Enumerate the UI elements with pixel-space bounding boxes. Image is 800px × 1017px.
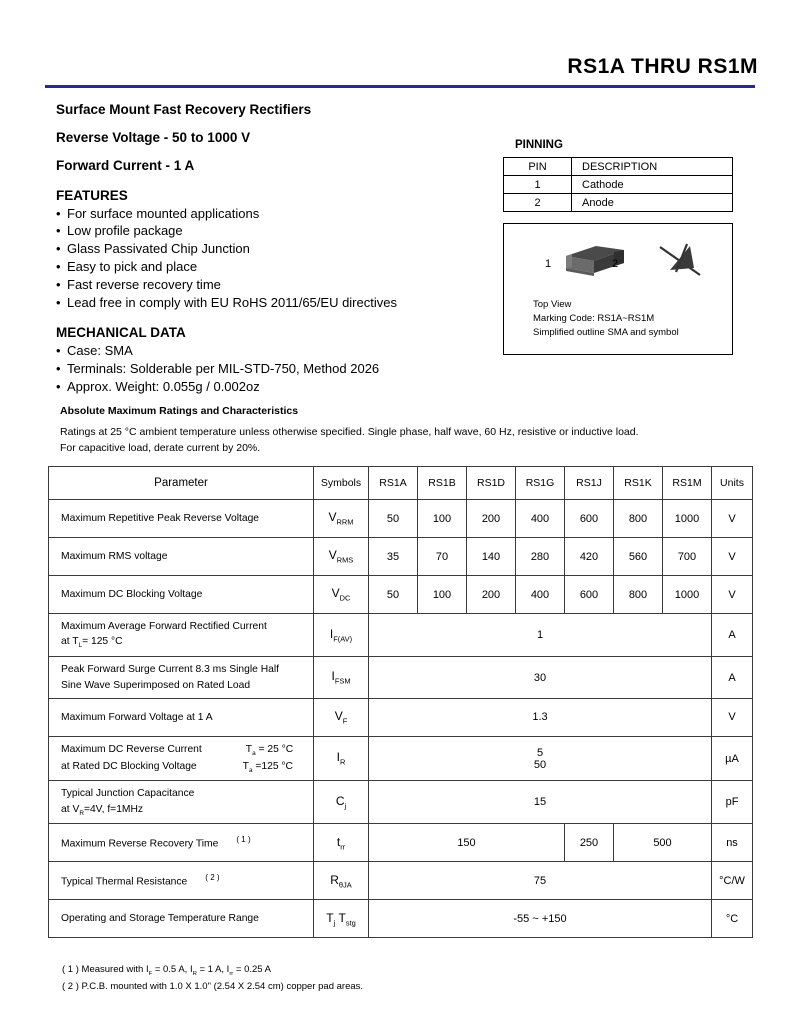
parameter-line2: Sine Wave Superimposed on Rated Load [61, 679, 251, 691]
value-cell-span: 1 [369, 614, 712, 657]
parameter-symbol: $V_{RRM}$ [314, 500, 369, 538]
list-item: • Lead free in comply with EU RoHS 2011/65/EU directives [56, 294, 476, 312]
footnote-1: ( 1 ) Measured with $I_F = 0.5$ A, $I_R = 1$ A, $I_{rr} = 0.25$ A [62, 964, 272, 977]
column-header-rs1b: RS1B [418, 467, 467, 500]
parameter-name: Maximum DC Blocking Voltage [49, 576, 314, 614]
pin-number: 2 [504, 194, 572, 212]
unit-cell: °C/W [712, 862, 753, 900]
parameter-line1: Maximum DC Reverse Current $T_a = 25$ °C [61, 743, 294, 757]
list-item: • Terminals: Solderable per MIL-STD-750, Method 2026 [56, 360, 476, 378]
value-cell-group: 150 [369, 824, 565, 862]
value-cell: 280 [516, 538, 565, 576]
value-cell-span: -55 ~ +150 [369, 900, 712, 938]
table-row [49, 900, 753, 938]
table-row [49, 576, 753, 614]
parameter-line2: at $V_R=4V$, f=1MHz [61, 803, 144, 817]
value-cell: 200 [467, 500, 516, 538]
value-cell-span: 30 [369, 657, 712, 699]
list-item: • Low profile package [56, 222, 476, 240]
value-cell: 50 [369, 500, 418, 538]
unit-cell: V [712, 698, 753, 736]
value-cell: 560 [614, 538, 663, 576]
parameter-name [49, 736, 314, 780]
value-cell-span: 75 [369, 862, 712, 900]
value-cell-group: 250 [565, 824, 614, 862]
value-cell-group: 500 [614, 824, 712, 862]
table-row [49, 657, 753, 699]
value-cell: 600 [565, 576, 614, 614]
value-cell: 70 [418, 538, 467, 576]
column-header-rs1k: RS1K [614, 467, 663, 500]
column-header-rs1m: RS1M [663, 467, 712, 500]
parameter-symbol: $I_R$ [314, 736, 369, 780]
column-header-rs1a: RS1A [369, 467, 418, 500]
column-header-rs1j: RS1J [565, 467, 614, 500]
value-cell: 420 [565, 538, 614, 576]
parameter-name: Maximum Repetitive Peak Reverse Voltage [49, 500, 314, 538]
footnote-ref: ( 2 ) [205, 872, 220, 882]
value-line1: 5 [536, 746, 544, 759]
parameter-line2: at $T_L= 125$ °C [61, 636, 123, 650]
list-item: • For surface mounted applications [56, 205, 476, 223]
mechanical-data-list [56, 342, 476, 395]
page-title: RS1A THRU RS1M [567, 55, 758, 78]
table-row [504, 194, 733, 212]
value-cell: 800 [614, 576, 663, 614]
parameter-symbol: $C_j$ [314, 781, 369, 824]
value-cell: 200 [467, 576, 516, 614]
reverse-voltage-line: Reverse Voltage - 50 to 1000 V [56, 129, 251, 145]
ratings-note [60, 424, 750, 457]
table-row [504, 158, 733, 176]
pin-description: Anode [572, 194, 733, 212]
table-row [49, 736, 753, 780]
left-column [56, 103, 476, 396]
table-header-row [49, 467, 753, 500]
pinning-header-description: DESCRIPTION [572, 158, 733, 176]
column-header-units: Units [712, 467, 753, 500]
parameter-line1: Maximum Average Forward Rectified Current [61, 621, 267, 632]
column-header-parameter: Parameter [49, 467, 314, 500]
value-cell: 400 [516, 500, 565, 538]
value-cell: 140 [467, 538, 516, 576]
parameter-name: Operating and Storage Temperature Range [49, 900, 314, 938]
unit-cell: µA [712, 736, 753, 780]
table-row [49, 538, 753, 576]
package-caption-outline: Simplified outline SMA and symbol [533, 326, 679, 338]
parameter-symbol: $V_{RMS}$ [314, 538, 369, 576]
value-line2: 50 [533, 758, 547, 771]
value-cell: 600 [565, 500, 614, 538]
parameter-line2: at Rated DC Blocking Voltage $T_a =125$ °C [61, 760, 293, 774]
value-cell-span [369, 736, 712, 780]
list-item: • Case: SMA [56, 342, 476, 360]
table-row [49, 614, 753, 657]
pinning-heading: PINNING [515, 139, 563, 151]
product-subtitle: Surface Mount Fast Recovery Rectifiers [56, 102, 312, 117]
list-item: • Approx. Weight: 0.055g / 0.002oz [56, 378, 476, 396]
list-item: • Fast reverse recovery time [56, 276, 476, 294]
value-cell: 700 [663, 538, 712, 576]
unit-cell: V [712, 538, 753, 576]
package-outline-box [503, 223, 733, 355]
parameter-line1: Typical Junction Capacitance [61, 788, 195, 800]
parameter-name [49, 781, 314, 824]
ratings-heading: Absolute Maximum Ratings and Characteristics [60, 405, 299, 417]
parameter-symbol: $V_F$ [314, 698, 369, 736]
parameter-name: Maximum Forward Voltage at 1 A [49, 698, 314, 736]
value-cell: 1000 [663, 500, 712, 538]
list-item: • Glass Passivated Chip Junction [56, 240, 476, 258]
package-pin1-label: 1 [545, 258, 552, 270]
pinning-header-pin: PIN [504, 158, 572, 176]
table-row [49, 862, 753, 900]
unit-cell: pF [712, 781, 753, 824]
features-list [56, 205, 476, 312]
header-rule [45, 85, 755, 88]
table-row [49, 781, 753, 824]
pin-description: Cathode [572, 176, 733, 194]
pin-number: 1 [504, 176, 572, 194]
value-cell: 400 [516, 576, 565, 614]
table-row [49, 698, 753, 736]
parameter-line1: Peak Forward Surge Current 8.3 ms Single Half [61, 664, 280, 676]
parameter-symbol: $I_{FSM}$ [314, 657, 369, 699]
value-cell: 1000 [663, 576, 712, 614]
unit-cell: A [712, 657, 753, 699]
parameter-symbol: $I_{F(AV)}$ [314, 614, 369, 657]
footnote-2: ( 2 ) P.C.B. mounted with 1.0 X 1.0" (2.54 X 2.54 cm) copper pad areas. [62, 981, 364, 993]
value-cell: 800 [614, 500, 663, 538]
parameter-name [49, 657, 314, 699]
parameter-name: Maximum RMS voltage [49, 538, 314, 576]
features-heading: FEATURES [56, 187, 128, 203]
unit-cell: ns [712, 824, 753, 862]
forward-current-line: Forward Current - 1 A [56, 157, 195, 173]
table-row [504, 176, 733, 194]
parameter-symbol: $T_j$ $T_{stg}$ [314, 900, 369, 938]
parameter-symbol: $V_{DC}$ [314, 576, 369, 614]
parameter-symbol: $t_{rr}$ [314, 824, 369, 862]
mechanical-data-heading: MECHANICAL DATA [56, 325, 186, 341]
footnote-ref: ( 1 ) [236, 834, 251, 844]
package-caption-marking: Marking Code: RS1A~RS1M [533, 312, 655, 324]
specifications-table [48, 466, 753, 938]
value-cell-span: 1.3 [369, 698, 712, 736]
column-header-rs1g: RS1G [516, 467, 565, 500]
unit-cell: °C [712, 900, 753, 938]
ratings-note-line2: For capacitive load, derate current by 20%. [60, 442, 261, 455]
package-caption [533, 298, 679, 339]
pinning-table [503, 157, 733, 212]
ratings-note-line1: Ratings at 25 °C ambient temperature unless otherwise specified. Single phase, half wave, 60 Hz, resistive or inductive load. [60, 426, 639, 438]
value-cell: 100 [418, 500, 467, 538]
list-item: • Easy to pick and place [56, 258, 476, 276]
value-cell: 35 [369, 538, 418, 576]
value-cell-span: 15 [369, 781, 712, 824]
footnotes [62, 962, 363, 996]
table-row [49, 500, 753, 538]
parameter-name: Typical Thermal Resistance $^{( 2 )}$ [49, 862, 314, 900]
column-header-symbols: Symbols [314, 467, 369, 500]
column-header-rs1d: RS1D [467, 467, 516, 500]
package-pin2-label: 2 [612, 258, 619, 270]
package-caption-topview: Top View [533, 299, 572, 310]
value-cell: 100 [418, 576, 467, 614]
unit-cell: A [712, 614, 753, 657]
parameter-name [49, 614, 314, 657]
unit-cell: V [712, 500, 753, 538]
table-row [49, 824, 753, 862]
unit-cell: V [712, 576, 753, 614]
parameter-symbol: $R_{\theta JA}$ [314, 862, 369, 900]
value-cell: 50 [369, 576, 418, 614]
parameter-name: Maximum Reverse Recovery Time $^{( 1 )}$ [49, 824, 314, 862]
